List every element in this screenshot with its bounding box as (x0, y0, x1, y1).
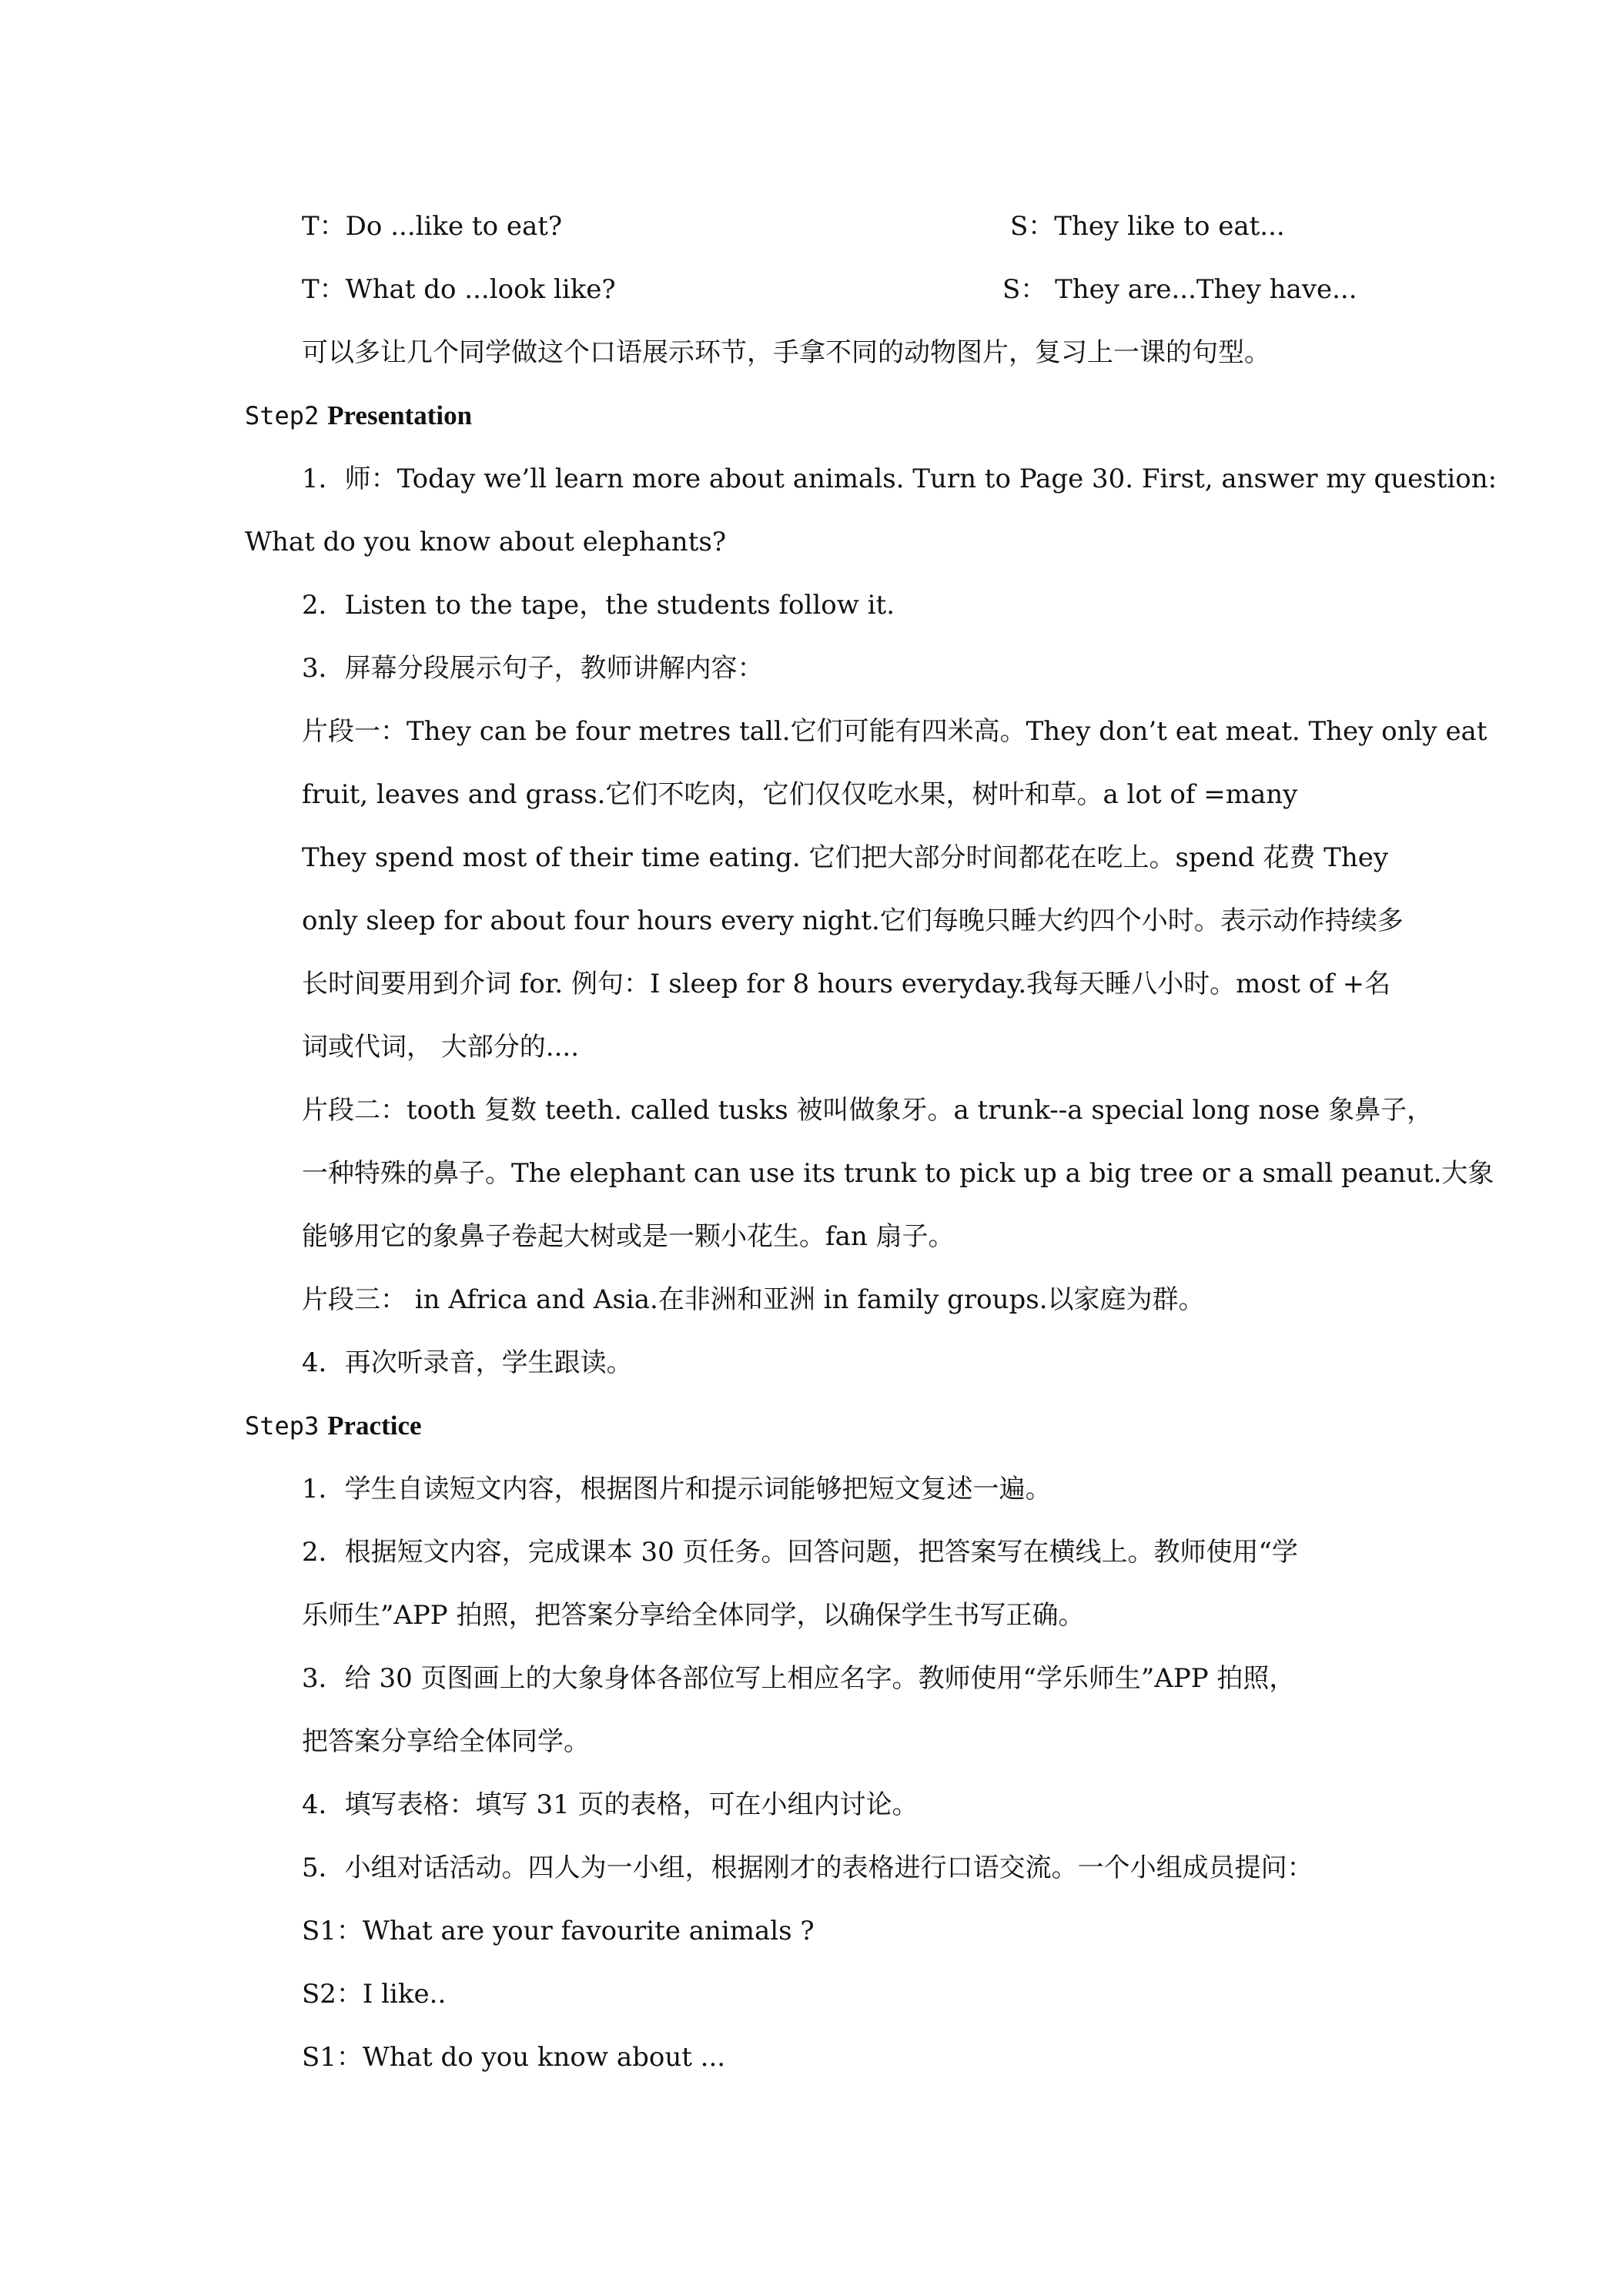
practice-dialogue-2: S2：I like.. (302, 1979, 447, 2010)
step3-label: Step3 (245, 1411, 320, 1441)
dialogue-line-1 (302, 209, 1285, 243)
practice-dialogue-3: S1：What do you know about ... (302, 2042, 726, 2073)
segment1-line5: 长时间要用到介词 for. 例句：I sleep for 8 hours everyday.我每天睡八小时。most of +名 (302, 969, 1391, 999)
step2-item1-line2: What do you know about elephants? (245, 527, 727, 557)
step3-item4: 4．填写表格：填写 31 页的表格，可在小组内讨论。 (302, 1789, 919, 1820)
step3-item1: 1．学生自读短文内容，根据图片和提示词能够把短文复述一遍。 (302, 1474, 1052, 1504)
step3-item3-line2: 把答案分享给全体同学。 (302, 1726, 590, 1757)
step2-item4: 4．再次听录音，学生跟读。 (302, 1347, 633, 1378)
step3-heading (245, 1409, 422, 1443)
segment1-line1: 片段一：They can be four metres tall.它们可能有四米高。They don’t eat meat. They only eat (302, 716, 1487, 747)
segment2-line2: 一种特殊的鼻子。The elephant can use its trunk to pick up a big tree or a small peanut.大象 (302, 1158, 1494, 1189)
step3-item3-line1: 3．给 30 页图画上的大象身体各部位写上相应名字。教师使用“学乐师生”APP 拍照， (302, 1663, 1296, 1694)
segment1-line2: fruit, leaves and grass.它们不吃肉，它们仅仅吃水果，树叶和草。a lot of =many (302, 779, 1298, 810)
step3-title: Practice (327, 1411, 422, 1441)
dialogue-line-2 (302, 273, 1357, 306)
segment1-line3: They spend most of their time eating. 它们把大部分时间都花在吃上。spend 花费 They (302, 842, 1389, 873)
step3-item2-line1: 2．根据短文内容，完成课本 30 页任务。回答问题，把答案写在横线上。教师使用“学 (302, 1537, 1298, 1568)
teacher-question-eat: T：Do ...like to eat? (302, 211, 563, 242)
segment3-line: 片段三： in Africa and Asia.在非洲和亚洲 in family groups.以家庭为群。 (302, 1284, 1205, 1315)
student-answer-look: S： They are...They have... (1002, 274, 1357, 305)
step2-item2: 2．Listen to the tape，the students follow it. (302, 590, 895, 621)
step2-heading (245, 399, 472, 433)
step2-item3: 3．屏幕分段展示句子，教师讲解内容： (302, 653, 764, 684)
review-note: 可以多让几个同学做这个口语展示环节，手拿不同的动物图片，复习上一课的句型。 (302, 337, 1270, 368)
step2-label: Step2 (245, 401, 320, 430)
segment1-line6: 词或代词， 大部分的.... (302, 1032, 580, 1063)
step2-item1-line1: 1．师：Today we’ll learn more about animals. Turn to Page 30. First, answer my question: (302, 464, 1498, 494)
step2-title: Presentation (327, 400, 473, 430)
segment1-line4: only sleep for about four hours every night.它们每晚只睡大约四个小时。表示动作持续多 (302, 905, 1404, 936)
teacher-question-look: T：What do ...look like? (302, 274, 616, 305)
practice-dialogue-1: S1：What are your favourite animals ? (302, 1916, 815, 1946)
student-answer-eat: S：They like to eat... (1010, 211, 1285, 242)
segment2-line1: 片段二：tooth 复数 teeth. called tusks 被叫做象牙。a trunk--a special long nose 象鼻子， (302, 1095, 1434, 1126)
step3-item5: 5．小组对话活动。四人为一小组，根据刚才的表格进行口语交流。一个小组成员提问： (302, 1853, 1313, 1883)
step3-item2-line2: 乐师生”APP 拍照，把答案分享给全体同学，以确保学生书写正确。 (302, 1600, 1085, 1631)
segment2-line3: 能够用它的象鼻子卷起大树或是一颗小花生。fan 扇子。 (302, 1221, 955, 1252)
